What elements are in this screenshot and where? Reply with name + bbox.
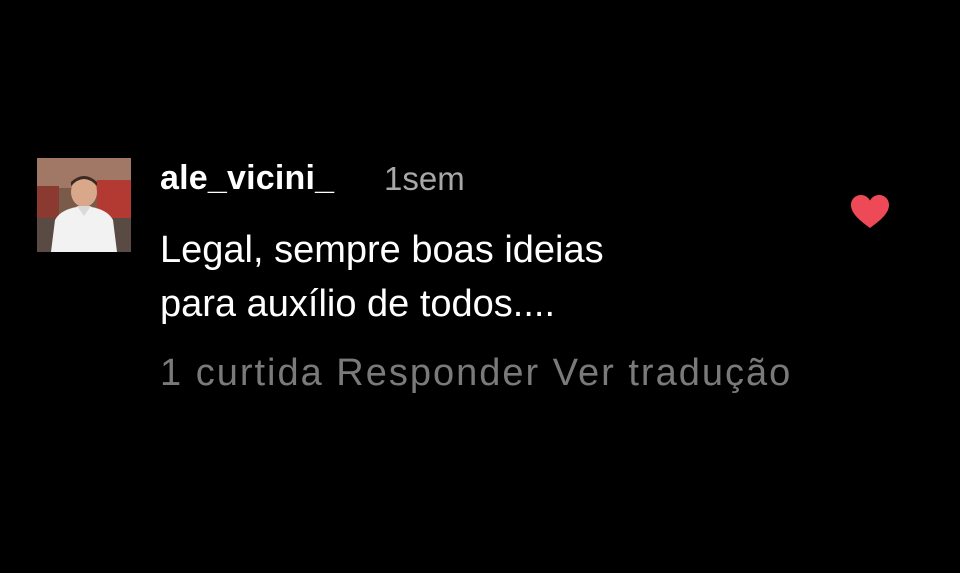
heart-icon xyxy=(851,195,889,229)
avatar[interactable] xyxy=(37,158,131,252)
comment-text-line: Legal, sempre boas ideias xyxy=(160,229,604,271)
avatar-photo xyxy=(37,158,131,252)
comment-actions-text: 1 curtida Responder Ver tradução xyxy=(160,352,793,394)
comment-text-line: para auxílio de todos.... xyxy=(160,283,556,325)
comment-timestamp: 1sem xyxy=(384,160,465,197)
comment-username[interactable]: ale_vicini_ xyxy=(160,159,335,197)
comment-actions-row xyxy=(160,343,880,394)
like-button[interactable] xyxy=(851,195,889,229)
comment-text xyxy=(160,223,800,331)
